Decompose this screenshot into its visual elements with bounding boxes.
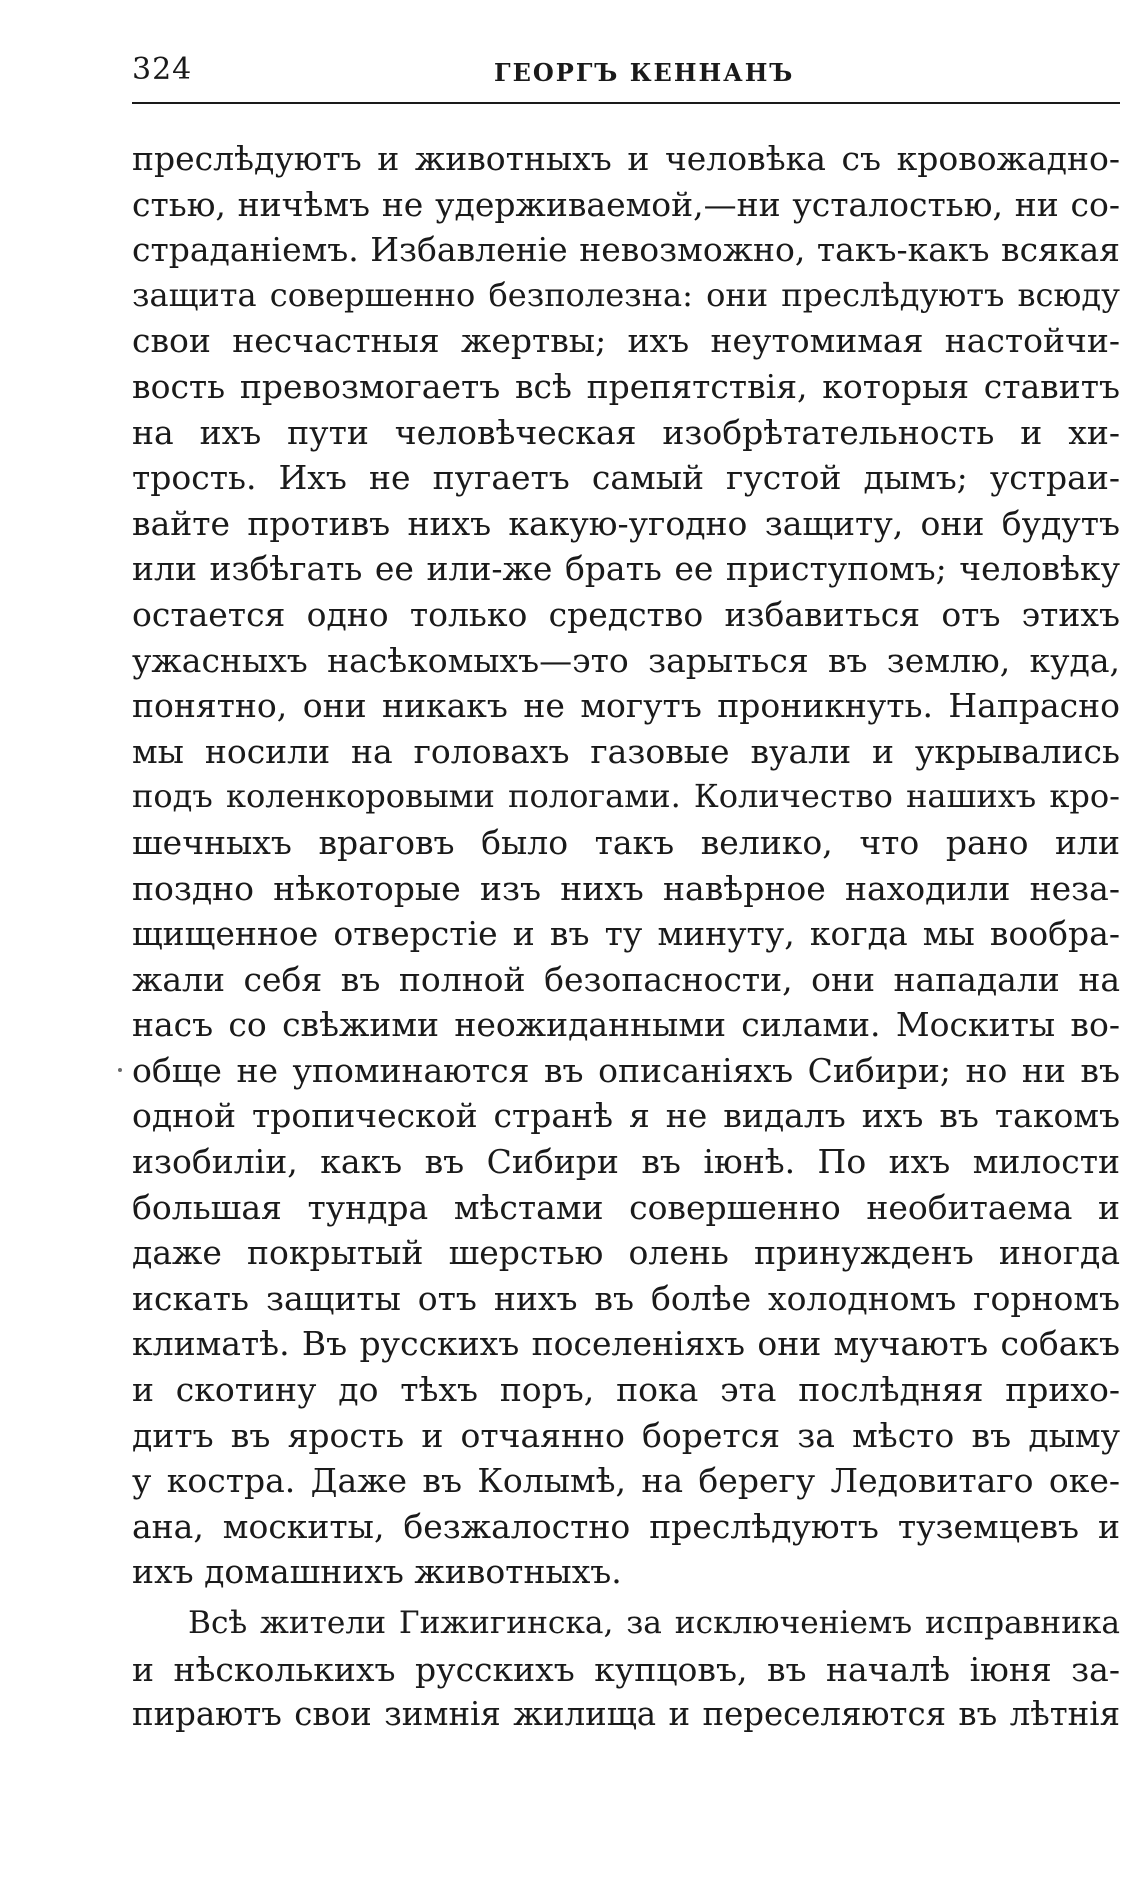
text-line: климатѣ. Въ русскихъ поселеніяхъ они мучаютъ собакъ	[132, 1324, 1120, 1364]
text-line: и скотину до тѣхъ поръ, пока эта послѣдняя прихо-	[132, 1370, 1120, 1410]
text-line: остается одно только средство избавиться отъ этихъ	[132, 594, 1120, 634]
text-line: ана, москиты, безжалостно преслѣдуютъ туземцевъ и	[132, 1506, 1120, 1546]
paragraph	[132, 1601, 1120, 1738]
text-line: пираютъ свои зимнія жилища и переселяются въ лѣтнія	[132, 1695, 1120, 1734]
running-head: ГЕОРГЪ КЕННАНЪ	[494, 58, 795, 87]
text-line: трость. Ихъ не пугаетъ самый густой дымъ; устраи-	[132, 458, 1120, 498]
text-line: вайте противъ нихъ какую-угодно защиту, они будутъ	[132, 503, 1120, 543]
text-line: ужасныхъ насѣкомыхъ—это зарыться въ землю, куда,	[132, 640, 1120, 680]
text-line: поздно нѣкоторые изъ нихъ навѣрное находили неза-	[132, 868, 1120, 908]
header-rule	[132, 102, 1120, 104]
text-line: защита совершенно безполезна: они преслѣдуютъ всюду	[132, 275, 1120, 314]
text-line: мы носили на головахъ газовые вуали и укрывались	[132, 731, 1120, 771]
ink-speck	[118, 1068, 122, 1072]
page-number: 324	[132, 52, 193, 87]
text-line: и нѣсколькихъ русскихъ купцовъ, въ началѣ іюня за-	[132, 1649, 1120, 1689]
text-line: страданіемъ. Избавленіе невозможно, такъ-какъ всякая	[132, 230, 1120, 270]
text-line: дитъ въ ярость и отчаянно борется за мѣсто въ дыму	[132, 1415, 1120, 1455]
text-line: стью, ничѣмъ не удерживаемой,—ни усталостью, ни со-	[132, 184, 1120, 224]
text-line: у костра. Даже въ Колымѣ, на берегу Ледовитаго оке-	[132, 1461, 1120, 1501]
text-line: Всѣ жители Гижигинска, за исключеніемъ исправника	[188, 1605, 1120, 1641]
text-line: изобиліи, какъ въ Сибири въ іюнѣ. По ихъ милости	[132, 1142, 1120, 1182]
page-header	[132, 52, 1120, 92]
text-line: на ихъ пути человѣческая изобрѣтательность и хи-	[132, 412, 1120, 452]
text-line: ихъ домашнихъ животныхъ.	[132, 1552, 622, 1592]
text-line: щищенное отверстіе и въ ту минуту, когда мы вообра-	[132, 914, 1120, 954]
text-line: преслѣдуютъ и животныхъ и человѣка съ кровожадно-	[132, 139, 1120, 178]
text-line: насъ со свѣжими неожиданными силами. Москиты во-	[132, 1005, 1120, 1045]
text-line: вость превозмогаетъ всѣ препятствія, которыя ставитъ	[132, 366, 1120, 406]
text-line: понятно, они никакъ не могутъ проникнуть. Напрасно	[132, 686, 1120, 726]
text-line: шечныхъ враговъ было такъ велико, что рано или	[132, 822, 1120, 862]
text-line: искать защиты отъ нихъ въ болѣе холодномъ горномъ	[132, 1278, 1120, 1318]
text-line: даже покрытый шерстью олень принужденъ иногда	[132, 1233, 1120, 1273]
text-line: обще не упоминаются въ описаніяхъ Сибири; но ни въ	[132, 1050, 1120, 1090]
text-line: или избѣгать ее или-же брать ее приступомъ; человѣку	[132, 549, 1120, 589]
body-text	[132, 136, 1120, 1738]
text-line: жали себя въ полной безопасности, они нападали на	[132, 959, 1120, 999]
text-line: одной тропической странѣ я не видалъ ихъ въ такомъ	[132, 1096, 1120, 1136]
text-line: большая тундра мѣстами совершенно необитаема и	[132, 1187, 1120, 1227]
text-line: подъ коленкоровыми пологами. Количество нашихъ кро-	[132, 777, 1120, 816]
text-line: свои несчастныя жертвы; ихъ неутомимая настойчи-	[132, 321, 1120, 361]
paragraph	[132, 136, 1120, 1595]
